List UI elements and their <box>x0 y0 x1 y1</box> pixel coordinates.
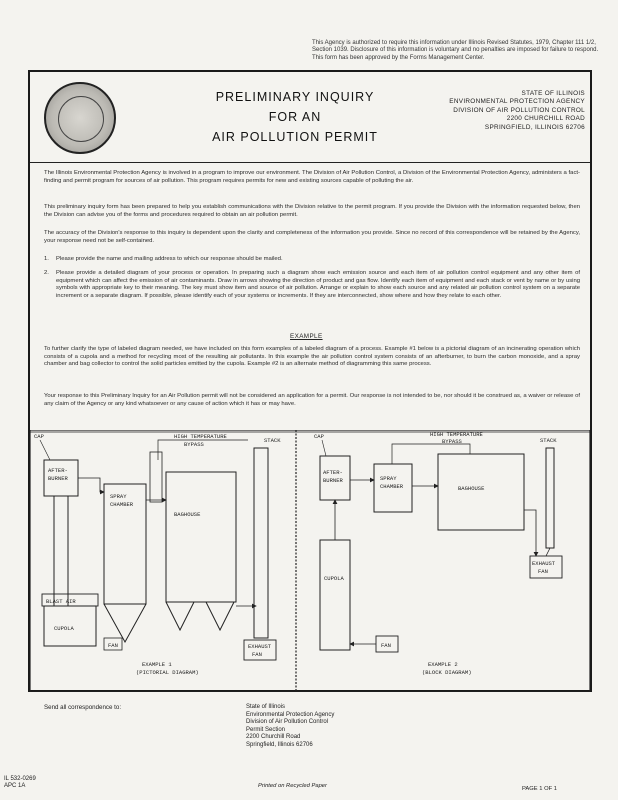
label-baghouse: BAGHOUSE <box>174 511 201 518</box>
list-item <box>44 270 580 300</box>
example-paragraph: To further clarify the type of labeled diagram needed, we have included on this form examples of a labeled diagram of a process. Example #1 below is a pictorial diagram of an incinerating operation which consists of a cupola and a method for recycling most of the resulting air pollutants. In this example the air pollution control system consists of an afterburner, to burn the carbon monoxide, and a spray chamber and bag collector to control the solid particles emitted by the cupola. Example #2 is an alternate method of diagramming this same process. <box>44 346 580 367</box>
label-cupola: CUPOLA <box>324 575 344 582</box>
form-title-line1: PRELIMINARY INQUIRY <box>215 90 375 104</box>
page-indicator: PAGE 1 OF 1 <box>522 786 558 792</box>
disclaimer-paragraph: Your response to this Preliminary Inquiry for an Air Pollution permit will not be considered an application for a permit. Our response is not intended to be, nor should it be construed as, a waiver or release of any claim of the Agency or any kind whatsoever or any cause of action which it has or may have. <box>44 393 580 407</box>
label-bypass: HIGH TEMPERATURE <box>174 433 227 440</box>
address-line: Permit Section <box>246 726 286 733</box>
label-fan: FAN <box>108 642 118 649</box>
intro-paragraph-3: The accuracy of the Division's response to this inquiry is dependent upon the clarity and completeness of the information you provide. Since no record of this correspondence will be retained by the Agency, your response need not be self-contained. <box>44 230 580 244</box>
address-line: Environmental Protection Agency <box>246 711 335 718</box>
label-exhaust-fan: EXHAUST <box>248 643 272 650</box>
agency-block <box>420 90 585 132</box>
address-line: Division of Air Pollution Control <box>246 719 329 726</box>
label-cap: CAP <box>34 433 44 440</box>
example-heading: EXAMPLE <box>290 333 323 340</box>
example-2-caption: (BLOCK DIAGRAM) <box>422 669 472 676</box>
label-stack: STACK <box>540 437 557 444</box>
intro-paragraph-1: The Illinois Environmental Protection Agency is involved in a program to improve our environment. The Division of Air Pollution Control, a Division of the Environmental Protection Agency, administers a fact-finding and permit program for sources of air pollution. This program requires permits for new and existing sources capable of polluting the air. <box>44 170 580 184</box>
intro-paragraph-2: This preliminary inquiry form has been prepared to help you establish communications with the Division relative to the permit program. If you provide the Division with the information requested below, then the Division can advise you of the forms and procedures required to obtain an air pollution permit. <box>44 204 580 218</box>
example-1-caption: EXAMPLE 1 <box>142 661 172 668</box>
send-correspondence-label: Send all correspondence to: <box>44 704 122 711</box>
label-cap: CAP <box>314 433 324 440</box>
agency-line: STATE OF ILLINOIS <box>521 90 585 97</box>
label-spray-chamber: CHAMBER <box>380 483 404 490</box>
address-line: State of Illinois <box>246 704 286 710</box>
label-afterburner: BURNER <box>48 475 68 482</box>
label-bypass: HIGH TEMPERATURE <box>430 431 483 438</box>
address-line: Springfield, Illinois 62706 <box>246 741 313 748</box>
list-text: Please provide the name and mailing address to which our response should be mailed. <box>56 256 283 262</box>
label-afterburner: BURNER <box>323 477 343 484</box>
list-item <box>44 256 580 264</box>
label-exhaust-fan: FAN <box>538 568 548 575</box>
label-cupola: CUPOLA <box>54 625 74 632</box>
label-spray-chamber: CHAMBER <box>110 501 134 508</box>
form-number <box>4 776 36 790</box>
example-1-caption: (PICTORIAL DIAGRAM) <box>136 669 199 676</box>
authorization-notice: This Agency is authorized to require this information under Illinois Revised Statutes, 1979, Chapter 111 1/2, Section 1039. Disclosure of this information is voluntary and no penalties are imposed for failure to respond. This form has been approved by the Forms Management Center. <box>312 40 599 61</box>
agency-line: ENVIRONMENTAL PROTECTION AGENCY <box>449 98 585 106</box>
agency-line: DIVISION OF AIR POLLUTION CONTROL <box>453 106 585 114</box>
form-title-line2: FOR AN <box>268 110 322 124</box>
form-title-line3: AIR POLLUTION PERMIT <box>212 130 378 144</box>
label-stack: STACK <box>264 437 281 444</box>
label-afterburner: AFTER- <box>48 467 68 474</box>
agency-line: 2200 CHURCHILL ROAD <box>506 115 585 123</box>
example-1-diagram <box>34 433 281 676</box>
list-number: 2. <box>44 270 49 276</box>
header-divider <box>30 162 590 163</box>
example-2-diagram <box>314 431 562 676</box>
label-bypass: BYPASS <box>184 441 204 448</box>
label-exhaust-fan: FAN <box>252 651 262 658</box>
form-number-line: IL 532-0269 <box>4 776 36 782</box>
label-bypass: BYPASS <box>442 438 462 445</box>
label-spray-chamber: SPRAY <box>110 493 127 500</box>
mailing-address <box>246 704 334 750</box>
label-fan: FAN <box>381 642 391 649</box>
label-blast-air: BLAST AIR <box>46 598 76 605</box>
list-text: Please provide a detailed diagram of your process or operation. In preparing such a diagram show each emission source and each item of air pollution control equipment and any other item of equipment which can affect the emission of air contaminants. Draw in arrows showing the direction of product and gas flow. Identify each item of equipment and each stack or vent by name or by using symbols with appropriate key to their meaning. The key must show item and source of air pollution. Arrange or explain to show each source and any related air pollution control system on a separate increment or a separate diagram. If possible, please identify each of your systems or increments. If they are interconnected, show where and how they relate to each other. <box>56 270 580 299</box>
address-line: 2200 Churchill Road <box>246 734 301 741</box>
label-spray-chamber: SPRAY <box>380 475 397 482</box>
list-number: 1. <box>44 256 49 262</box>
form-number-line: APC 1A <box>4 783 26 789</box>
agency-line: SPRINGFIELD, ILLINOIS 62706 <box>484 123 585 131</box>
label-afterburner: AFTER- <box>323 469 343 476</box>
example-diagrams <box>30 430 590 692</box>
example-2-caption: EXAMPLE 2 <box>428 661 458 668</box>
label-exhaust-fan: EXHAUST <box>532 560 556 567</box>
label-baghouse: BAGHOUSE <box>458 485 485 492</box>
printed-note: Printed on Recycled Paper <box>258 783 327 789</box>
state-seal-icon <box>44 82 116 154</box>
